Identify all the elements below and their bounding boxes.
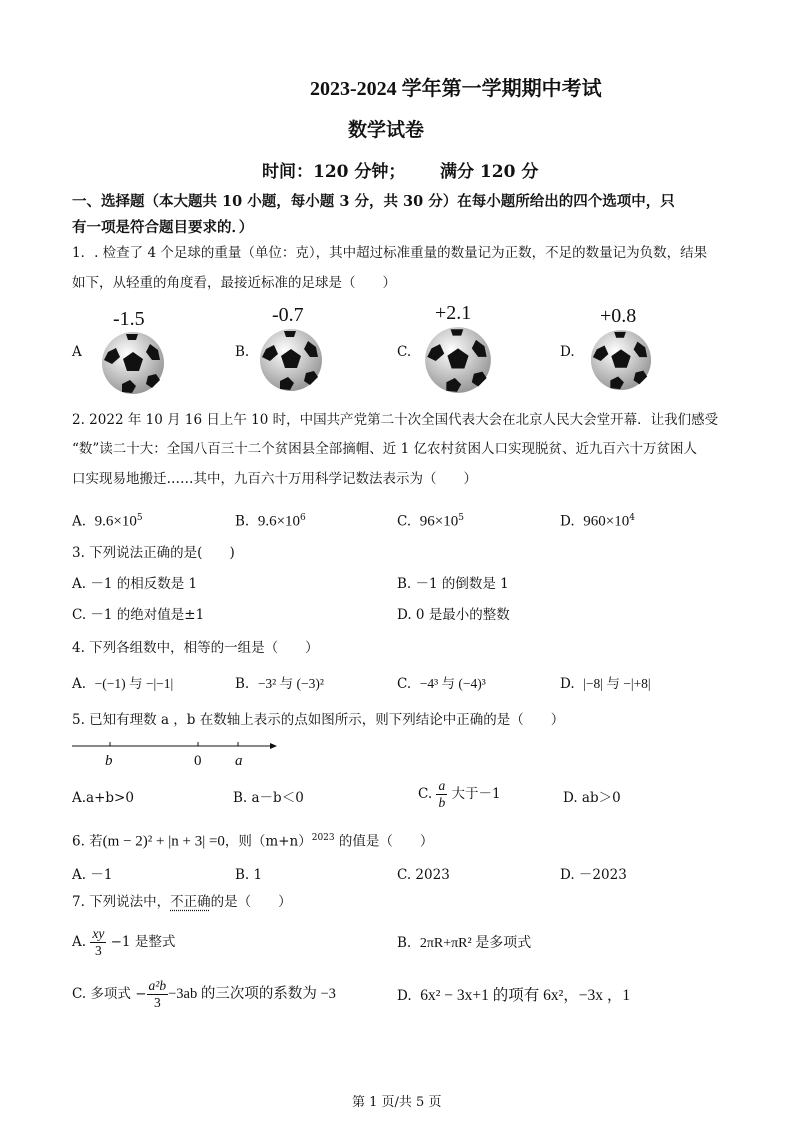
q2-option-a xyxy=(72,510,143,530)
exam-subtitle: 数学试卷 xyxy=(348,119,425,141)
q2-option-d-label: D. xyxy=(560,513,575,530)
q2-option-b-base: 9.6×10 xyxy=(257,513,301,530)
number-line-label-b: b xyxy=(105,753,113,769)
q1-option-b-value: -0.7 xyxy=(272,304,304,326)
q7-stem-post: 的是（ ） xyxy=(210,894,292,910)
q6-stem-expr: (m − 2)² + |n + 3| =0 xyxy=(102,833,225,850)
score-info: 满分 120 分 xyxy=(440,162,539,182)
q7-option-b-expr: 2πR+πR² 是多项式 xyxy=(419,936,532,951)
q3-option-d: D. 0 是最小的整数 xyxy=(397,607,510,623)
q2-option-b-exp: 6 xyxy=(300,513,306,523)
q6-stem-exp: 2023 xyxy=(311,833,335,843)
section-heading-line1: 一、选择题（本大题共 10 小题，每小题 3 分，共 30 分）在每小题所给出的四个选项中，只 xyxy=(72,193,675,210)
q2-option-c-exp: 5 xyxy=(458,513,464,523)
q7-c-denominator: 3 xyxy=(153,995,161,1010)
q6-stem-tail: 的值是（ ） xyxy=(334,833,434,850)
exam-title: 2023-2024 学年第一学期期中考试 xyxy=(310,78,602,100)
q3-option-b: B. －1 的倒数是 1 xyxy=(397,576,509,592)
q1-line2: 如下，从轻重的角度看，最接近标准的足球是（ ） xyxy=(72,275,396,291)
q7-option-a xyxy=(72,926,175,959)
q7-option-a-label: A. xyxy=(72,934,87,950)
q6-option-b: B. 1 xyxy=(235,867,263,883)
q2-option-b xyxy=(235,510,306,530)
q3-stem: 3. 下列说法正确的是( ) xyxy=(72,545,235,561)
q2-option-d-exp: 4 xyxy=(629,513,635,523)
number-line xyxy=(70,738,280,774)
q2-option-c-label: C. xyxy=(397,513,412,530)
q6-option-c: C. 2023 xyxy=(397,867,450,883)
q7-option-d xyxy=(397,988,630,1004)
q7-option-c-tail: −3ab 的三次项的系数为 −3 xyxy=(168,986,336,1002)
q7-a-denominator: 3 xyxy=(94,943,102,958)
q4-option-c xyxy=(397,676,486,692)
q6-stem xyxy=(72,830,433,850)
q1-line1: 1．. 检查了 4 个足球的重量（单位：克），其中超过标准重量的数量记为正数，不足的数量记为负数，结果 xyxy=(72,245,708,261)
q5-stem: 5. 已知有理数 a ，b 在数轴上表示的点如图所示，则下列结论中正确的是（ ） xyxy=(72,712,565,728)
q1-option-a-label: A xyxy=(72,344,82,360)
q6-stem-pre: 6. 若 xyxy=(72,833,103,850)
q1-option-b-label: B. xyxy=(235,344,250,360)
q4-option-b xyxy=(235,676,324,692)
q7-option-c-fraction xyxy=(147,978,169,1011)
q7-option-d-label: D. xyxy=(397,988,412,1004)
q6-option-a: A. －1 xyxy=(72,867,113,883)
q7-option-c-pre: 多项式 − xyxy=(90,986,147,1002)
q7-c-numerator: a²b xyxy=(148,978,167,993)
q4-option-d-expr: |−8| 与 −|+8| xyxy=(583,676,651,691)
q5-option-d: D. ab＞0 xyxy=(563,790,621,806)
q7-a-numerator: xy xyxy=(92,926,105,941)
soccer-ball-icon xyxy=(258,327,324,393)
q7-stem-pre: 7. 下列说法中， xyxy=(72,894,171,910)
number-line-label-zero: 0 xyxy=(194,753,202,769)
q5-option-c-label: C. xyxy=(418,786,433,802)
q4-option-a-label: A. xyxy=(72,676,87,692)
q3-option-a: A. －1 的相反数是 1 xyxy=(72,576,198,592)
soccer-ball-icon xyxy=(589,328,653,392)
q7-option-d-expr: 6x² − 3x+1 的项有 6x²，−3x ，1 xyxy=(420,987,631,1004)
q2-option-a-label: A. xyxy=(72,513,87,530)
q4-option-c-label: C. xyxy=(397,676,412,692)
q7-option-c xyxy=(72,978,336,1011)
q7-stem-emphasis: 不正确 xyxy=(170,894,211,910)
q2-option-a-base: 9.6×10 xyxy=(94,513,137,530)
q4-option-a xyxy=(72,676,173,692)
q4-option-b-label: B. xyxy=(235,676,250,692)
q5-option-c-tail: 大于－1 xyxy=(451,786,501,802)
q2-line3: 口实现易地搬迁……其中，九百六十万用科学记数法表示为（ ） xyxy=(72,471,477,487)
q5-option-a: A.a+b>0 xyxy=(72,790,134,806)
soccer-ball-icon xyxy=(423,325,493,395)
q4-option-c-expr: −4³ 与 (−4)³ xyxy=(419,676,486,691)
number-line-label-a: a xyxy=(235,753,243,769)
q7-option-b-label: B. xyxy=(397,935,412,951)
q2-line2: “数”读二十大：全国八百三十二个贫困县全部摘帽、近 1 亿农村贫困人口实现脱贫、近九百六十万贫困人 xyxy=(72,441,697,457)
q2-option-d-base: 960×10 xyxy=(583,513,630,530)
page-number: 第 1 页/共 5 页 xyxy=(352,1095,442,1110)
q2-line1: 2. 2022 年 10 月 16 日上午 10 时，中国共产党第二十次全国代表大会在北京人民大会堂开幕．让我们感受 xyxy=(72,412,719,428)
q6-option-d: D. －2023 xyxy=(560,867,627,883)
q1-option-c-value: +2.1 xyxy=(435,302,472,324)
q5-option-c-fraction xyxy=(436,778,447,811)
q4-option-d xyxy=(560,676,651,692)
q7-stem xyxy=(72,894,292,910)
q2-option-b-label: B. xyxy=(235,513,250,530)
q1-option-d-value: +0.8 xyxy=(600,305,637,327)
number-line-arrow xyxy=(270,743,277,749)
q7-option-c-label: C. xyxy=(72,986,87,1002)
soccer-ball-icon xyxy=(100,330,166,396)
q5-fraction-numerator: a xyxy=(438,778,446,793)
time-info: 时间：120 分钟； xyxy=(262,162,406,182)
section-heading-line2: 有一项是符合题目要求的．） xyxy=(72,219,254,236)
q2-option-c-base: 96×10 xyxy=(419,513,459,530)
q7-option-a-tail: −1 是整式 xyxy=(110,934,176,950)
q5-fraction-denominator: b xyxy=(438,795,446,810)
q1-option-d-label: D. xyxy=(560,344,575,360)
q4-stem: 4. 下列各组数中，相等的一组是（ ） xyxy=(72,640,319,656)
q3-option-c: C. －1 的绝对值是±1 xyxy=(72,607,205,623)
q7-option-a-fraction xyxy=(90,926,106,959)
q7-option-b xyxy=(397,935,531,952)
q5-option-b: B. a－b＜0 xyxy=(233,790,304,806)
q6-stem-post: ，则（m+n） xyxy=(224,833,312,850)
q2-option-d xyxy=(560,510,635,530)
q1-option-c-label: C. xyxy=(397,344,412,360)
q5-option-c xyxy=(418,778,501,811)
q2-option-c xyxy=(397,510,464,530)
q2-option-a-exp: 5 xyxy=(136,513,143,523)
q4-option-a-expr: −(−1) 与 −|−1| xyxy=(94,676,174,691)
q4-option-d-label: D. xyxy=(560,676,575,692)
q1-option-a-value: -1.5 xyxy=(113,308,145,330)
q4-option-b-expr: −3² 与 (−3)² xyxy=(257,676,324,691)
